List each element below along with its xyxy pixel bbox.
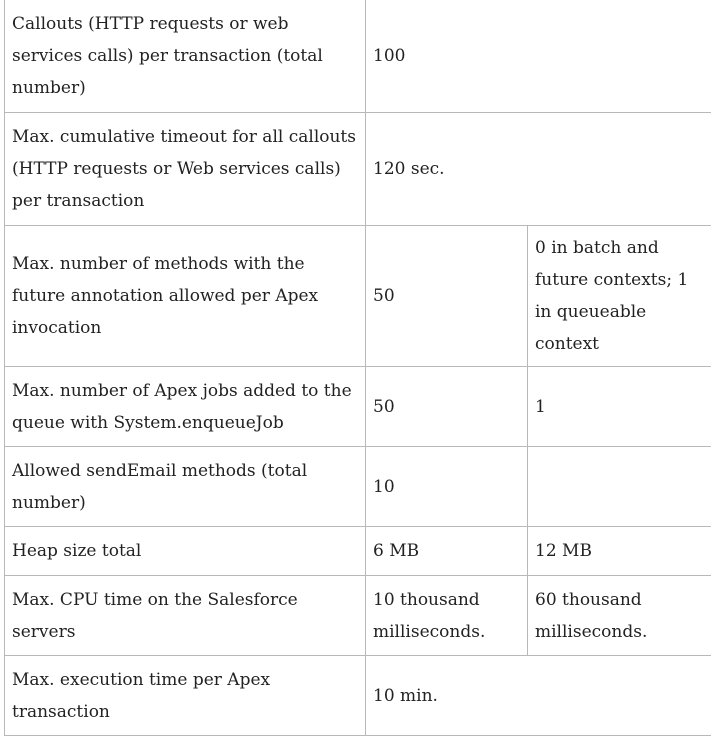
limit-label: Max. cumulative timeout for all callouts (HTTP requests or Web services calls) per transaction [5, 113, 366, 226]
table-row [5, 576, 711, 656]
limit-async-value: 60 thousand milliseconds. [528, 576, 711, 656]
limit-label: Heap size total [5, 527, 366, 576]
table-row [5, 367, 711, 447]
governor-limits-table [4, 0, 711, 736]
limit-label: Max. execution time per Apex transaction [5, 656, 366, 736]
limit-label: Callouts (HTTP requests or web services calls) per transaction (total number) [5, 0, 366, 113]
table-row [5, 0, 711, 113]
limit-label: Max. number of methods with the future annotation allowed per Apex invocation [5, 226, 366, 367]
limit-label: Allowed sendEmail methods (total number) [5, 447, 366, 527]
table-row [5, 447, 711, 527]
limit-async-value: 12 MB [528, 527, 711, 576]
limit-value: 100 [366, 0, 711, 113]
limit-sync-value: 10 [366, 447, 528, 527]
table-row [5, 527, 711, 576]
limit-async-value [528, 447, 711, 527]
table-row [5, 656, 711, 736]
limit-sync-value: 50 [366, 226, 528, 367]
limit-async-value: 1 [528, 367, 711, 447]
table-row [5, 113, 711, 226]
limit-sync-value: 50 [366, 367, 528, 447]
limit-label: Max. number of Apex jobs added to the queue with System.enqueueJob [5, 367, 366, 447]
limit-sync-value: 6 MB [366, 527, 528, 576]
limit-label: Max. CPU time on the Salesforce servers [5, 576, 366, 656]
table-row [5, 226, 711, 367]
limit-value: 10 min. [366, 656, 711, 736]
limit-value: 120 sec. [366, 113, 711, 226]
limit-async-value: 0 in batch and future contexts; 1 in queueable context [528, 226, 711, 367]
limit-sync-value: 10 thousand milliseconds. [366, 576, 528, 656]
